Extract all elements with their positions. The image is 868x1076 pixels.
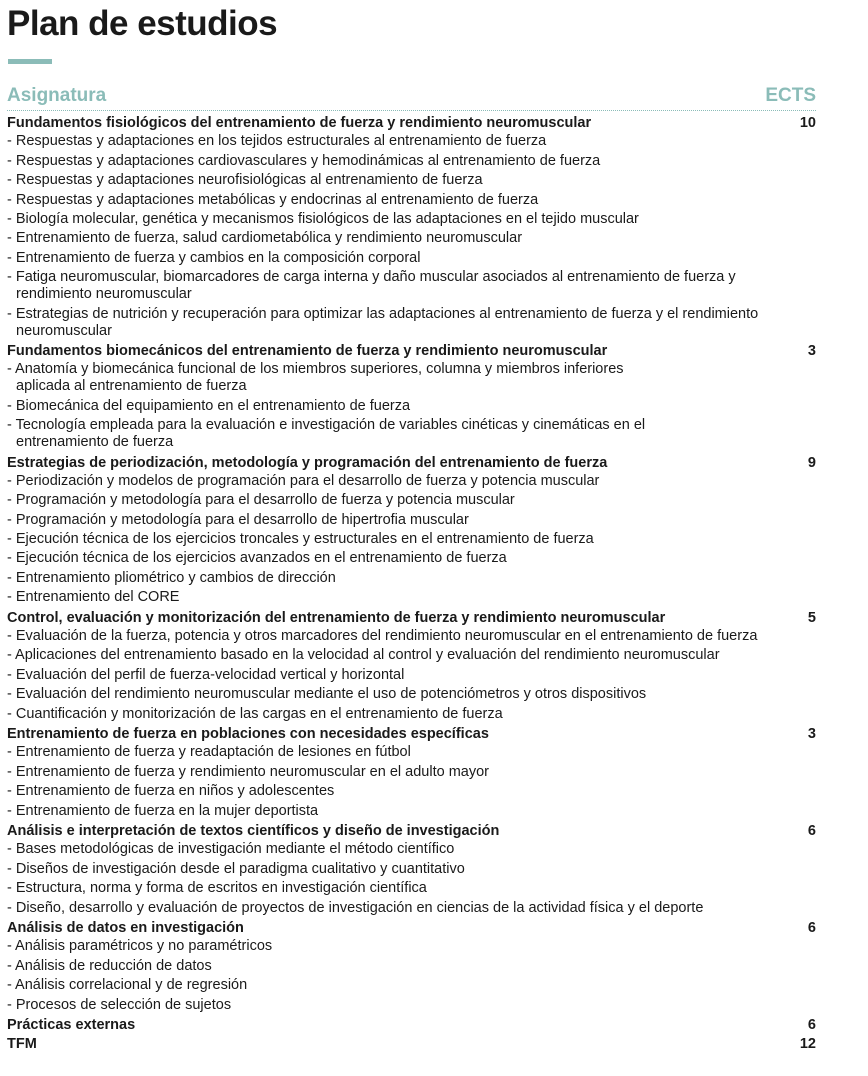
list-item: - Biología molecular, genética y mecanismos fisiológicos de las adaptaciones en el tejido muscular [7, 210, 639, 227]
module-header [7, 725, 816, 744]
column-header-ects: ECTS [765, 85, 816, 106]
list-item: - Ejecución técnica de los ejercicios troncales y estructurales en el entrenamiento de fuerza [7, 531, 594, 548]
module-header [7, 342, 816, 361]
module [7, 454, 816, 607]
list-item: - Periodización y modelos de programación para el desarrollo de fuerza y potencia muscular [7, 472, 600, 489]
module-header [7, 919, 816, 938]
list-item: - Estrategias de nutrición y recuperación para optimizar las adaptaciones al entrenamiento de fuerza y el rendimiento neuromuscular [7, 305, 759, 339]
list-item: - Análisis correlacional y de regresión [7, 977, 248, 994]
list-item: - Respuestas y adaptaciones en los tejidos estructurales al entrenamiento de fuerza [7, 133, 547, 150]
list-item: - Análisis de reducción de datos [7, 957, 212, 974]
module [7, 342, 816, 451]
module-ects: 9 [807, 454, 816, 471]
list-item: - Entrenamiento de fuerza en niños y adolescentes [7, 783, 335, 800]
list-item: - Entrenamiento pliométrico y cambios de dirección [7, 569, 336, 586]
list-item: - Entrenamiento de fuerza en la mujer deportista [7, 802, 319, 819]
module-ects: 6 [807, 919, 816, 936]
list-item: - Entrenamiento de fuerza y rendimiento neuromuscular en el adulto mayor [7, 763, 489, 780]
page-title: Plan de estudios [7, 4, 278, 43]
list-item: - Anatomía y biomecánica funcional de los miembros superiores, columna y miembros inferiores aplicada al entrenamiento de fuerza [7, 361, 624, 395]
list-item: - Procesos de selección de sujetos [7, 996, 232, 1013]
list-item: - Diseños de investigación desde el paradigma cualitativo y cuantitativo [7, 860, 465, 877]
list-item: - Fatiga neuromuscular, biomarcadores de carga interna y daño muscular asociados al entrenamiento de fuerza y rendimiento neuromuscular [7, 269, 736, 303]
title-underline [8, 59, 52, 64]
list-item: - Entrenamiento del CORE [7, 589, 180, 606]
list-item: - Bases metodológicas de investigación mediante el método científico [7, 841, 455, 858]
list-item: - Aplicaciones del entrenamiento basado en la velocidad al control y evaluación del rendimiento neuromuscular [7, 647, 720, 664]
list-item: - Respuestas y adaptaciones neurofisiológicas al entrenamiento de fuerza [7, 172, 483, 189]
list-item: - Respuestas y adaptaciones metabólicas y endocrinas al entrenamiento de fuerza [7, 191, 539, 208]
list-item: - Cuantificación y monitorización de las cargas en el entrenamiento de fuerza [7, 705, 503, 722]
module-ects: 12 [799, 1036, 816, 1053]
list-item: - Diseño, desarrollo y evaluación de proyectos de investigación en ciencias de la actividad física y el deporte [7, 899, 704, 916]
list-item: - Estructura, norma y forma de escritos en investigación científica [7, 880, 427, 897]
module-title: Fundamentos fisiológicos del entrenamiento de fuerza y rendimiento neuromuscular [7, 115, 592, 131]
module [7, 609, 816, 723]
column-header-subject: Asignatura [7, 85, 107, 106]
curriculum-table [7, 114, 816, 1055]
list-item: - Evaluación del rendimiento neuromuscular mediante el uso de potenciómetros y otros dispositivos [7, 686, 647, 703]
module-title: Estrategias de periodización, metodología y programación del entrenamiento de fuerza [7, 454, 608, 471]
list-item: - Tecnología empleada para la evaluación e investigación de variables cinéticas y cinemáticas en el entrenamiento de fuerza [7, 417, 646, 451]
module [7, 114, 816, 340]
module [7, 919, 816, 1014]
module-ects: 5 [807, 609, 816, 626]
module [7, 1035, 816, 1054]
header-divider [7, 110, 816, 111]
module-ects: 10 [799, 115, 816, 131]
module-header [7, 609, 816, 628]
module-title: Entrenamiento de fuerza en poblaciones con necesidades específicas [7, 726, 489, 742]
module-ects: 3 [807, 342, 816, 359]
module-ects: 6 [807, 822, 816, 839]
module-title: Análisis de datos en investigación [7, 919, 244, 936]
list-item: - Respuestas y adaptaciones cardiovasculares y hemodinámicas al entrenamiento de fuerza [7, 152, 601, 169]
list-item: - Evaluación de la fuerza, potencia y otros marcadores del rendimiento neuromuscular en el entrenamiento de fuerza [7, 628, 758, 645]
list-item: - Programación y metodología para el desarrollo de fuerza y potencia muscular [7, 492, 515, 509]
module-title: Fundamentos biomecánicos del entrenamiento de fuerza y rendimiento neuromuscular [7, 342, 608, 359]
module [7, 822, 816, 917]
module-ects: 3 [807, 726, 816, 742]
module-title: Análisis e interpretación de textos científicos y diseño de investigación [7, 822, 500, 839]
list-item: - Ejecución técnica de los ejercicios avanzados en el entrenamiento de fuerza [7, 550, 507, 567]
module-header [7, 114, 816, 133]
list-item: - Entrenamiento de fuerza y cambios en la composición corporal [7, 249, 421, 266]
module-header [7, 1016, 816, 1035]
list-item: - Evaluación del perfil de fuerza-velocidad vertical y horizontal [7, 666, 405, 683]
module-header [7, 454, 816, 473]
list-item: - Biomecánica del equipamiento en el entrenamiento de fuerza [7, 397, 411, 414]
list-item: - Programación y metodología para el desarrollo de hipertrofia muscular [7, 511, 469, 528]
list-item: - Entrenamiento de fuerza y readaptación de lesiones en fútbol [7, 744, 411, 761]
module-header [7, 1035, 816, 1054]
module-header [7, 822, 816, 841]
module-title: TFM [7, 1036, 37, 1053]
list-item: - Análisis paramétricos y no paramétricos [7, 938, 273, 955]
module [7, 725, 816, 820]
list-item: - Entrenamiento de fuerza, salud cardiometabólica y rendimiento neuromuscular [7, 230, 523, 247]
module-title: Prácticas externas [7, 1016, 136, 1033]
module [7, 1016, 816, 1035]
module-ects: 6 [807, 1016, 816, 1033]
module-title: Control, evaluación y monitorización del entrenamiento de fuerza y rendimiento neuromuscular [7, 609, 666, 626]
